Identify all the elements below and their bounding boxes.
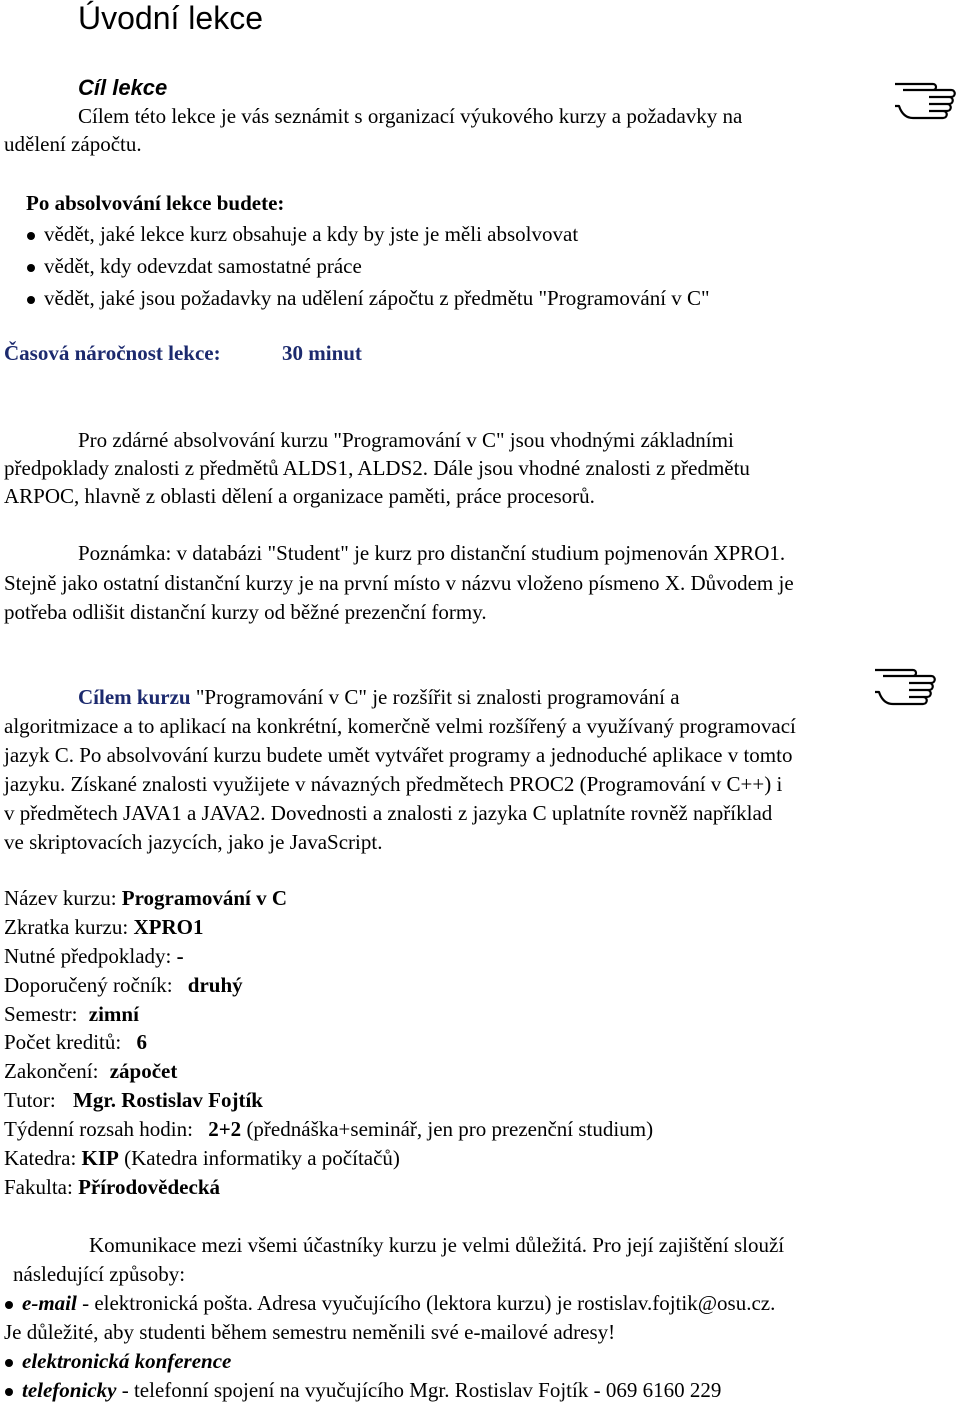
bullet-icon — [5, 1301, 13, 1309]
email-text: - elektronická pošta. Adresa vyučujícího (lektora kurzu) je rostislav.fojtik@osu.cz. — [82, 1291, 776, 1315]
info-row-abbr — [4, 915, 203, 940]
info-row-faculty — [4, 1175, 220, 1200]
info-value: 6 — [136, 1030, 147, 1054]
info-row-credits — [4, 1030, 147, 1055]
info-label: Nutné předpoklady: — [4, 944, 172, 968]
info-label: Tutor: — [4, 1088, 56, 1112]
info-row-dept — [4, 1146, 400, 1171]
course-goal-line: ve skriptovacích jazycích, jako je JavaScript. — [4, 830, 383, 854]
info-value: druhý — [187, 973, 243, 997]
prereq-line: předpoklady znalosti z předmětů ALDS1, ALDS2. Dále jsou vhodné znalosti z předmětu — [4, 456, 750, 480]
pointing-hand-icon — [893, 78, 959, 122]
conference-label: elektronická konference — [22, 1349, 232, 1373]
course-goal-line: jazyk C. Po absolvování kurzu budete umět vytvářet programy a jednoduché aplikace v tomto — [4, 743, 793, 767]
email-label: e-mail — [22, 1291, 77, 1315]
info-value: zimní — [88, 1002, 139, 1026]
info-label: Fakulta: — [4, 1175, 73, 1199]
phone-label: telefonicky — [22, 1378, 117, 1402]
info-value: Programování v C — [121, 886, 288, 910]
pointing-hand-icon — [873, 664, 939, 708]
info-label: Počet kreditů: — [4, 1030, 122, 1054]
communication-note: Je důležité, aby studenti během semestru neměnili své e-mailové adresy! — [4, 1320, 616, 1344]
course-goal-line: algoritmizace a to aplikací na konkrétní, komerčně velmi rozšířený a využívaný programovací — [4, 714, 796, 738]
info-value: Mgr. Rostislav Fojtík — [73, 1088, 263, 1112]
time-label: Časová náročnost lekce: — [4, 341, 221, 365]
info-note: (Katedra informatiky a počítačů) — [124, 1146, 400, 1170]
course-goal-text: "Programování v C" je rozšířit si znalosti programování a — [195, 685, 680, 709]
phone-text: - telefonní spojení na vyučujícího Mgr. Rostislav Fojtík - 069 6160 229 — [121, 1378, 722, 1402]
page-title: Úvodní lekce — [78, 0, 263, 36]
info-label: Katedra: — [4, 1146, 77, 1170]
outcomes-heading: Po absolvování lekce budete: — [26, 191, 285, 215]
prereq-line: ARPOC, hlavně z oblasti dělení a organizace paměti, práce procesorů. — [4, 484, 595, 508]
communication-phone — [22, 1378, 721, 1403]
course-goal-line — [78, 685, 680, 710]
communication-line: Komunikace mezi všemi účastníky kurzu je velmi důležitá. Pro její zajištění slouží — [89, 1233, 785, 1257]
time-value: 30 minut — [282, 341, 362, 365]
info-value: zápočet — [109, 1059, 178, 1083]
note-line: Poznámka: v databázi "Student" je kurz pro distanční studium pojmenován XPRO1. — [78, 541, 786, 565]
goal-text-line: Cílem této lekce je vás seznámit s organizací výukového kurzy a požadavky na — [78, 104, 743, 128]
info-value: 2+2 — [208, 1117, 242, 1141]
bullet-icon — [27, 232, 35, 240]
info-value: - — [176, 944, 184, 968]
info-row-year — [4, 973, 243, 998]
info-value: XPRO1 — [133, 915, 204, 939]
communication-email — [22, 1291, 775, 1316]
info-row-semester — [4, 1002, 139, 1027]
course-goal-bold: Cílem kurzu — [78, 685, 191, 709]
info-row-hours — [4, 1117, 653, 1142]
info-row-name — [4, 886, 287, 911]
info-label: Název kurzu: — [4, 886, 117, 910]
outcome-item: vědět, jaké jsou požadavky na udělení zápočtu z předmětu "Programování v C" — [44, 286, 710, 310]
bullet-icon — [5, 1359, 13, 1367]
prereq-line: Pro zdárné absolvování kurzu "Programování v C" jsou vhodnými základními — [78, 428, 734, 452]
bullet-icon — [5, 1388, 13, 1396]
course-goal-line: jazyku. Získané znalosti využijete v návazných předmětech PROC2 (Programování v C++) i — [4, 772, 783, 796]
info-row-req — [4, 944, 184, 969]
info-label: Zakončení: — [4, 1059, 99, 1083]
info-note: (přednáška+seminář, jen pro prezenční studium) — [246, 1117, 654, 1141]
info-value: Přírodovědecká — [78, 1175, 221, 1199]
info-row-completion — [4, 1059, 177, 1084]
outcome-item: vědět, kdy odevzdat samostatné práce — [44, 254, 362, 278]
goal-text-line: udělení zápočtu. — [4, 132, 142, 156]
info-label: Doporučený ročník: — [4, 973, 173, 997]
info-row-tutor — [4, 1088, 263, 1113]
note-line: potřeba odlišit distanční kurzy od běžné prezenční formy. — [4, 600, 487, 624]
note-line: Stejně jako ostatní distanční kurzy je na první místo v názvu vloženo písmeno X. Důvodem je — [4, 571, 794, 595]
outcome-item: vědět, jaké lekce kurz obsahuje a kdy by jste je měli absolvovat — [44, 222, 579, 246]
info-label: Semestr: — [4, 1002, 78, 1026]
info-label: Týdenní rozsah hodin: — [4, 1117, 193, 1141]
info-value: KIP — [81, 1146, 119, 1170]
info-label: Zkratka kurzu: — [4, 915, 129, 939]
course-goal-line: v předmětech JAVA1 a JAVA2. Dovednosti a znalosti z jazyka C uplatníte rovněž například — [4, 801, 773, 825]
bullet-icon — [27, 296, 35, 304]
goal-heading: Cíl lekce — [78, 75, 168, 100]
communication-line: následující způsoby: — [13, 1262, 186, 1286]
bullet-icon — [27, 264, 35, 272]
